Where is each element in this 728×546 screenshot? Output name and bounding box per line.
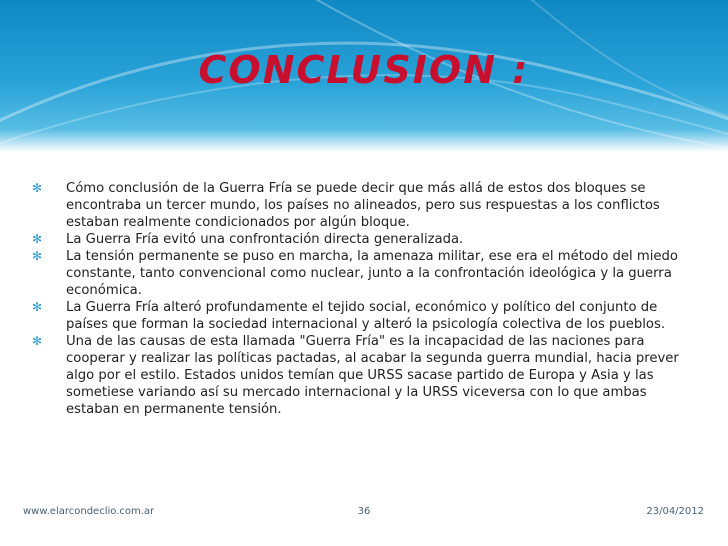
asterisk-bullet-icon: ✻ — [32, 232, 43, 246]
bullet-text: Una de las causas de esta llamada "Guerra Fría" es la incapacidad de las naciones para cooperar y realizar las políticas pactadas, al acabar la segunda guerra mundial, hacia prever algo por el estilo. Estados unidos temían que URSS sacase partido de Europa y Asia y las sometiese variando así su mercado internacional y la URSS viceversa con lo que ambas estaban en permanente tensión. — [66, 334, 679, 417]
asterisk-bullet-icon: ✻ — [32, 249, 43, 263]
footer-page-number: 36 — [357, 506, 371, 517]
bullet-text: La Guerra Fría alteró profundamente el tejido social, económico y político del conjunto de países que forman la sociedad internacional y alteró la psicología colectiva de los pueblos. — [66, 300, 666, 332]
bullet-text: La tensión permanente se puso en marcha, la amenaza militar, ese era el método del miedo constante, tanto convencional como nuclear, junto a la confrontación ideológica y la guerra económica. — [66, 249, 678, 298]
asterisk-bullet-icon: ✻ — [32, 300, 43, 314]
footer-website: www.elarcondeclio.com.ar — [23, 506, 155, 517]
bullet-text: Cómo conclusión de la Guerra Fría se puede decir que más allá de estos dos bloques se encontraba un tercer mundo, los países no alineados, pero sus respuestas a los conflictos estaban realmente condicionados por algún bloque. — [66, 181, 660, 230]
asterisk-bullet-icon: ✻ — [32, 334, 43, 348]
footer-date: 23/04/2012 — [646, 506, 704, 517]
bullet-text: La Guerra Fría evitó una confrontación directa generalizada. — [66, 232, 464, 247]
slide-title: CONCLUSION : — [198, 48, 530, 92]
list-item — [30, 180, 685, 231]
list-item — [30, 231, 685, 248]
asterisk-bullet-icon: ✻ — [32, 181, 43, 195]
list-item — [30, 333, 685, 418]
list-item — [30, 248, 685, 299]
list-item — [30, 299, 685, 333]
bullet-list — [30, 180, 685, 418]
